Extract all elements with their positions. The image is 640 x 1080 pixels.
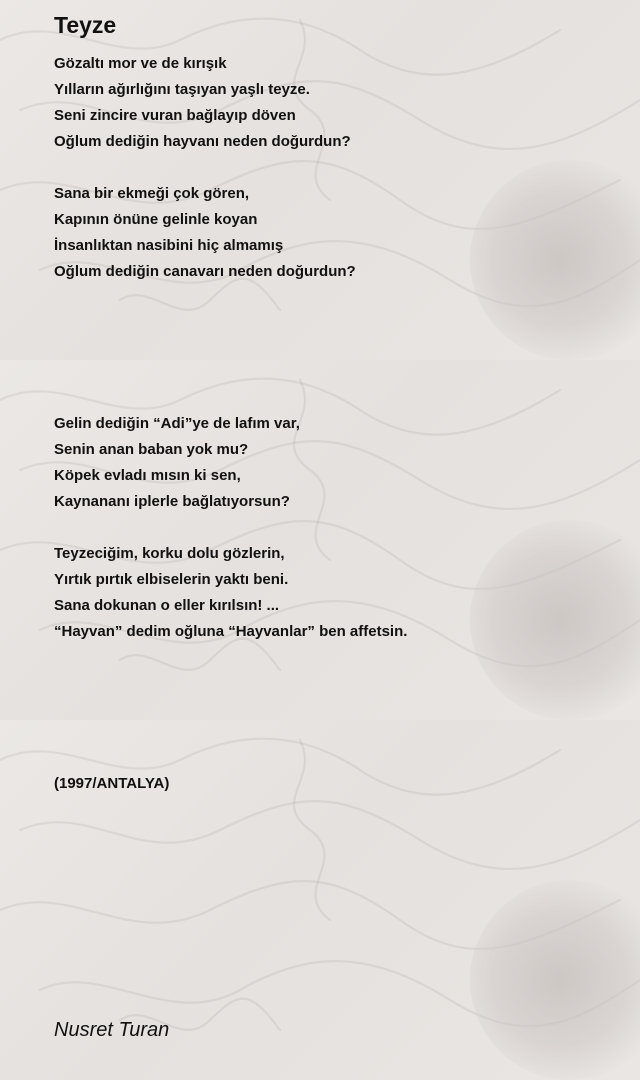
poem-line: Oğlum dediğin hayvanı neden doğurdun? bbox=[54, 133, 351, 150]
poem-line: Teyzeciğim, korku dolu gözlerin, bbox=[54, 545, 285, 562]
stanza bbox=[54, 51, 351, 155]
poem-line: Gelin dediğin “Adi”ye de lafım var, bbox=[54, 415, 300, 432]
poem-line: Kapının önüne gelinle koyan bbox=[54, 211, 258, 228]
poem-line: “Hayvan” dedim oğluna “Hayvanlar” ben affetsin. bbox=[54, 623, 408, 640]
poem-line: İnsanlıktan nasibini hiç almamış bbox=[54, 237, 284, 254]
poem-line: Sana bir ekmeği çok gören, bbox=[54, 185, 250, 202]
poem-title: Teyze bbox=[54, 12, 117, 38]
author-name: Nusret Turan bbox=[54, 1019, 170, 1041]
poem-date-place: (1997/ANTALYA) bbox=[54, 775, 170, 792]
poem-line: Yılların ağırlığını taşıyan yaşlı teyze. bbox=[54, 81, 310, 98]
stanza bbox=[54, 411, 300, 515]
poem-line: Oğlum dediğin canavarı neden doğurdun? bbox=[54, 263, 356, 280]
stanza bbox=[54, 181, 356, 285]
poem-line: Yırtık pırtık elbiselerin yaktı beni. bbox=[54, 571, 289, 588]
poem-line: Kaynananı iplerle bağlatıyorsun? bbox=[54, 493, 290, 510]
stanza bbox=[54, 541, 407, 645]
poem-line: Senin anan baban yok mu? bbox=[54, 441, 249, 458]
poem-line: Gözaltı mor ve de kırışık bbox=[54, 55, 227, 72]
poem-line: Köpek evladı mısın ki sen, bbox=[54, 467, 241, 484]
poem-line: Sana dokunan o eller kırılsın! ... bbox=[54, 597, 280, 614]
poem-line: Seni zincire vuran bağlayıp döven bbox=[54, 107, 296, 124]
